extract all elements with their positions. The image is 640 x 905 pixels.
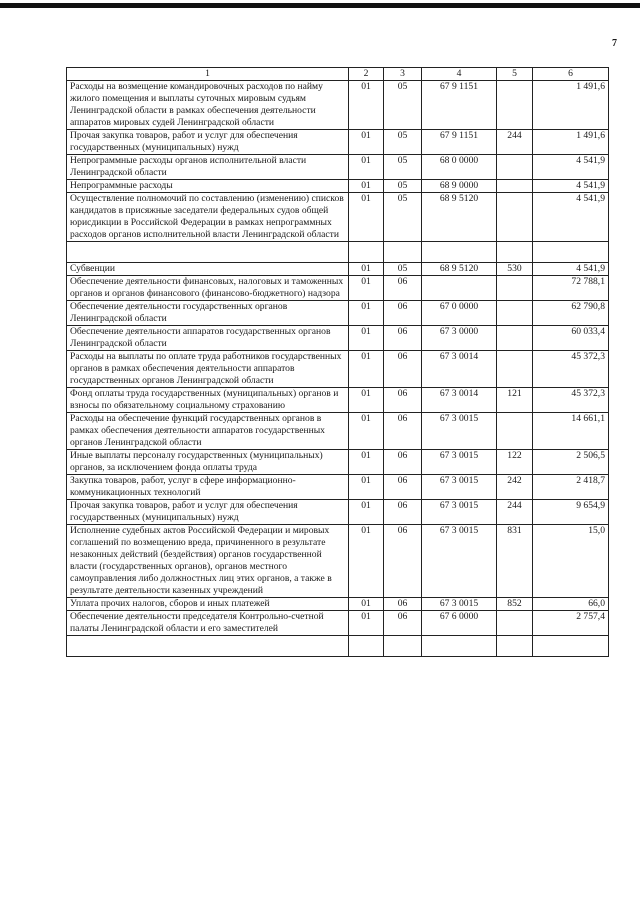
cell-amount: 4 541,9 bbox=[533, 155, 609, 180]
blank-cell bbox=[533, 242, 609, 263]
cell-section: 01 bbox=[349, 301, 384, 326]
cell-section: 01 bbox=[349, 276, 384, 301]
cell-section: 01 bbox=[349, 81, 384, 130]
cell-type bbox=[497, 413, 533, 450]
cell-type bbox=[497, 611, 533, 636]
cell-target: 67 9 1151 bbox=[422, 81, 497, 130]
row-name: Исполнение судебных актов Российской Федерации и мировых соглашений по возмещению вреда, причиненного в результате незаконных действий (бездействия) органов государственной власти (государственных органов), органов местного самоуправления либо должностных лиц этих органов, а также в результате деятельности казенных учреждений bbox=[67, 525, 349, 598]
row-name: Иные выплаты персоналу государственных (муниципальных) органов, за исключением фонда оплаты труда bbox=[67, 450, 349, 475]
cell-target: 67 9 1151 bbox=[422, 130, 497, 155]
cell-amount: 45 372,3 bbox=[533, 388, 609, 413]
cell-target: 67 6 0000 bbox=[422, 611, 497, 636]
table-row bbox=[67, 388, 609, 413]
cell-amount: 62 790,8 bbox=[533, 301, 609, 326]
row-name: Обеспечение деятельности председателя Контрольно-счетной палаты Ленинградской области и его заместителей bbox=[67, 611, 349, 636]
cell-type: 242 bbox=[497, 475, 533, 500]
cell-type: 244 bbox=[497, 130, 533, 155]
cell-subsection: 06 bbox=[384, 276, 422, 301]
cell-amount: 72 788,1 bbox=[533, 276, 609, 301]
cell-type bbox=[497, 276, 533, 301]
cell-subsection: 06 bbox=[384, 598, 422, 611]
blank-cell bbox=[497, 242, 533, 263]
row-name: Закупка товаров, работ, услуг в сфере информационно-коммуникационных технологий bbox=[67, 475, 349, 500]
row-name: Обеспечение деятельности финансовых, налоговых и таможенных органов и органов финансового (финансово-бюджетного) надзора bbox=[67, 276, 349, 301]
table-row bbox=[67, 193, 609, 242]
cell-amount: 4 541,9 bbox=[533, 263, 609, 276]
blank-row bbox=[67, 242, 609, 263]
cell-target: 68 9 0000 bbox=[422, 180, 497, 193]
cell-type: 852 bbox=[497, 598, 533, 611]
table-row bbox=[67, 326, 609, 351]
cell-target: 68 9 5120 bbox=[422, 263, 497, 276]
cell-type bbox=[497, 301, 533, 326]
cell-type bbox=[497, 351, 533, 388]
cell-subsection: 06 bbox=[384, 301, 422, 326]
cell-subsection: 06 bbox=[384, 413, 422, 450]
cell-target: 67 3 0015 bbox=[422, 500, 497, 525]
cell-section: 01 bbox=[349, 155, 384, 180]
blank-cell bbox=[533, 636, 609, 657]
cell-target: 68 0 0000 bbox=[422, 155, 497, 180]
cell-type: 530 bbox=[497, 263, 533, 276]
table-row bbox=[67, 351, 609, 388]
cell-section: 01 bbox=[349, 351, 384, 388]
cell-subsection: 05 bbox=[384, 130, 422, 155]
row-name: Расходы на возмещение командировочных расходов по найму жилого помещения и выплаты суточных мировым судьям Ленинградской области в рамках обеспечения деятельности аппаратов мировых судей Ленинградской области bbox=[67, 81, 349, 130]
cell-target: 68 9 5120 bbox=[422, 193, 497, 242]
row-name: Прочая закупка товаров, работ и услуг для обеспечения государственных (муниципальных) нужд bbox=[67, 130, 349, 155]
cell-target: 67 3 0000 bbox=[422, 326, 497, 351]
cell-section: 01 bbox=[349, 413, 384, 450]
cell-subsection: 06 bbox=[384, 351, 422, 388]
row-name: Прочая закупка товаров, работ и услуг для обеспечения государственных (муниципальных) нужд bbox=[67, 500, 349, 525]
cell-amount: 15,0 bbox=[533, 525, 609, 598]
cell-subsection: 05 bbox=[384, 180, 422, 193]
cell-subsection: 06 bbox=[384, 450, 422, 475]
cell-type: 831 bbox=[497, 525, 533, 598]
blank-row bbox=[67, 636, 609, 657]
cell-section: 01 bbox=[349, 475, 384, 500]
cell-target: 67 3 0015 bbox=[422, 525, 497, 598]
cell-subsection: 06 bbox=[384, 475, 422, 500]
cell-amount: 2 506,5 bbox=[533, 450, 609, 475]
table-row bbox=[67, 450, 609, 475]
row-name: Фонд оплаты труда государственных (муниципальных) органов и взносы по обязательному социальному страхованию bbox=[67, 388, 349, 413]
blank-cell bbox=[349, 242, 384, 263]
cell-amount: 1 491,6 bbox=[533, 130, 609, 155]
cell-subsection: 06 bbox=[384, 326, 422, 351]
page-number: 7 bbox=[612, 38, 617, 49]
cell-section: 01 bbox=[349, 130, 384, 155]
col-header: 2 bbox=[349, 68, 384, 81]
cell-section: 01 bbox=[349, 263, 384, 276]
cell-type bbox=[497, 155, 533, 180]
cell-subsection: 06 bbox=[384, 388, 422, 413]
row-name: Непрограммные расходы bbox=[67, 180, 349, 193]
cell-type bbox=[497, 326, 533, 351]
row-name: Непрограммные расходы органов исполнительной власти Ленинградской области bbox=[67, 155, 349, 180]
table-row bbox=[67, 81, 609, 130]
cell-amount: 1 491,6 bbox=[533, 81, 609, 130]
table-row bbox=[67, 301, 609, 326]
table-row bbox=[67, 180, 609, 193]
cell-target bbox=[422, 276, 497, 301]
cell-amount: 4 541,9 bbox=[533, 193, 609, 242]
cell-section: 01 bbox=[349, 326, 384, 351]
cell-type: 121 bbox=[497, 388, 533, 413]
cell-target: 67 3 0015 bbox=[422, 450, 497, 475]
cell-target: 67 0 0000 bbox=[422, 301, 497, 326]
table-row bbox=[67, 611, 609, 636]
cell-subsection: 06 bbox=[384, 611, 422, 636]
cell-amount: 60 033,4 bbox=[533, 326, 609, 351]
cell-type: 122 bbox=[497, 450, 533, 475]
blank-cell bbox=[384, 242, 422, 263]
col-header: 3 bbox=[384, 68, 422, 81]
cell-amount: 45 372,3 bbox=[533, 351, 609, 388]
cell-subsection: 06 bbox=[384, 500, 422, 525]
cell-subsection: 05 bbox=[384, 193, 422, 242]
cell-subsection: 06 bbox=[384, 525, 422, 598]
row-name: Уплата прочих налогов, сборов и иных платежей bbox=[67, 598, 349, 611]
blank-cell bbox=[67, 636, 349, 657]
blank-cell bbox=[422, 242, 497, 263]
cell-section: 01 bbox=[349, 525, 384, 598]
cell-amount: 2 418,7 bbox=[533, 475, 609, 500]
cell-section: 01 bbox=[349, 193, 384, 242]
cell-type bbox=[497, 193, 533, 242]
cell-amount: 9 654,9 bbox=[533, 500, 609, 525]
blank-cell bbox=[384, 636, 422, 657]
row-name: Расходы на выплаты по оплате труда работников государственных органов в рамках обеспечения деятельности аппаратов государственных органов Ленинградской области bbox=[67, 351, 349, 388]
blank-cell bbox=[349, 636, 384, 657]
cell-amount: 66,0 bbox=[533, 598, 609, 611]
blank-cell bbox=[497, 636, 533, 657]
row-name: Обеспечение деятельности аппаратов государственных органов Ленинградской области bbox=[67, 326, 349, 351]
blank-cell bbox=[422, 636, 497, 657]
cell-section: 01 bbox=[349, 500, 384, 525]
table-row bbox=[67, 598, 609, 611]
cell-subsection: 05 bbox=[384, 155, 422, 180]
cell-subsection: 05 bbox=[384, 81, 422, 130]
cell-target: 67 3 0014 bbox=[422, 351, 497, 388]
cell-amount: 14 661,1 bbox=[533, 413, 609, 450]
cell-amount: 4 541,9 bbox=[533, 180, 609, 193]
cell-section: 01 bbox=[349, 388, 384, 413]
col-header: 1 bbox=[67, 68, 349, 81]
cell-target: 67 3 0015 bbox=[422, 598, 497, 611]
cell-type bbox=[497, 81, 533, 130]
top-border-rule bbox=[0, 3, 640, 8]
cell-subsection: 05 bbox=[384, 263, 422, 276]
blank-cell bbox=[67, 242, 349, 263]
table-row bbox=[67, 475, 609, 500]
budget-table bbox=[66, 67, 609, 657]
cell-type bbox=[497, 180, 533, 193]
cell-section: 01 bbox=[349, 611, 384, 636]
table-row bbox=[67, 263, 609, 276]
table-row bbox=[67, 130, 609, 155]
row-name: Расходы на обеспечение функций государственных органов в рамках обеспечения деятельности аппаратов государственных органов Ленинградской области bbox=[67, 413, 349, 450]
row-name: Обеспечение деятельности государственных органов Ленинградской области bbox=[67, 301, 349, 326]
cell-section: 01 bbox=[349, 598, 384, 611]
table-row bbox=[67, 276, 609, 301]
cell-section: 01 bbox=[349, 450, 384, 475]
row-name: Осуществление полномочий по составлению (изменению) списков кандидатов в присяжные заседатели федеральных судов общей юрисдикции в Российской Федерации в рамках непрограммных расходов органов исполнительной власти Ленинградской области bbox=[67, 193, 349, 242]
cell-target: 67 3 0014 bbox=[422, 388, 497, 413]
table-row bbox=[67, 155, 609, 180]
cell-type: 244 bbox=[497, 500, 533, 525]
col-header: 6 bbox=[533, 68, 609, 81]
cell-section: 01 bbox=[349, 180, 384, 193]
cell-amount: 2 757,4 bbox=[533, 611, 609, 636]
cell-target: 67 3 0015 bbox=[422, 413, 497, 450]
col-header: 4 bbox=[422, 68, 497, 81]
table-row bbox=[67, 500, 609, 525]
cell-target: 67 3 0015 bbox=[422, 475, 497, 500]
table-row bbox=[67, 525, 609, 598]
header-row bbox=[67, 68, 609, 81]
table-row bbox=[67, 413, 609, 450]
col-header: 5 bbox=[497, 68, 533, 81]
row-name: Субвенции bbox=[67, 263, 349, 276]
